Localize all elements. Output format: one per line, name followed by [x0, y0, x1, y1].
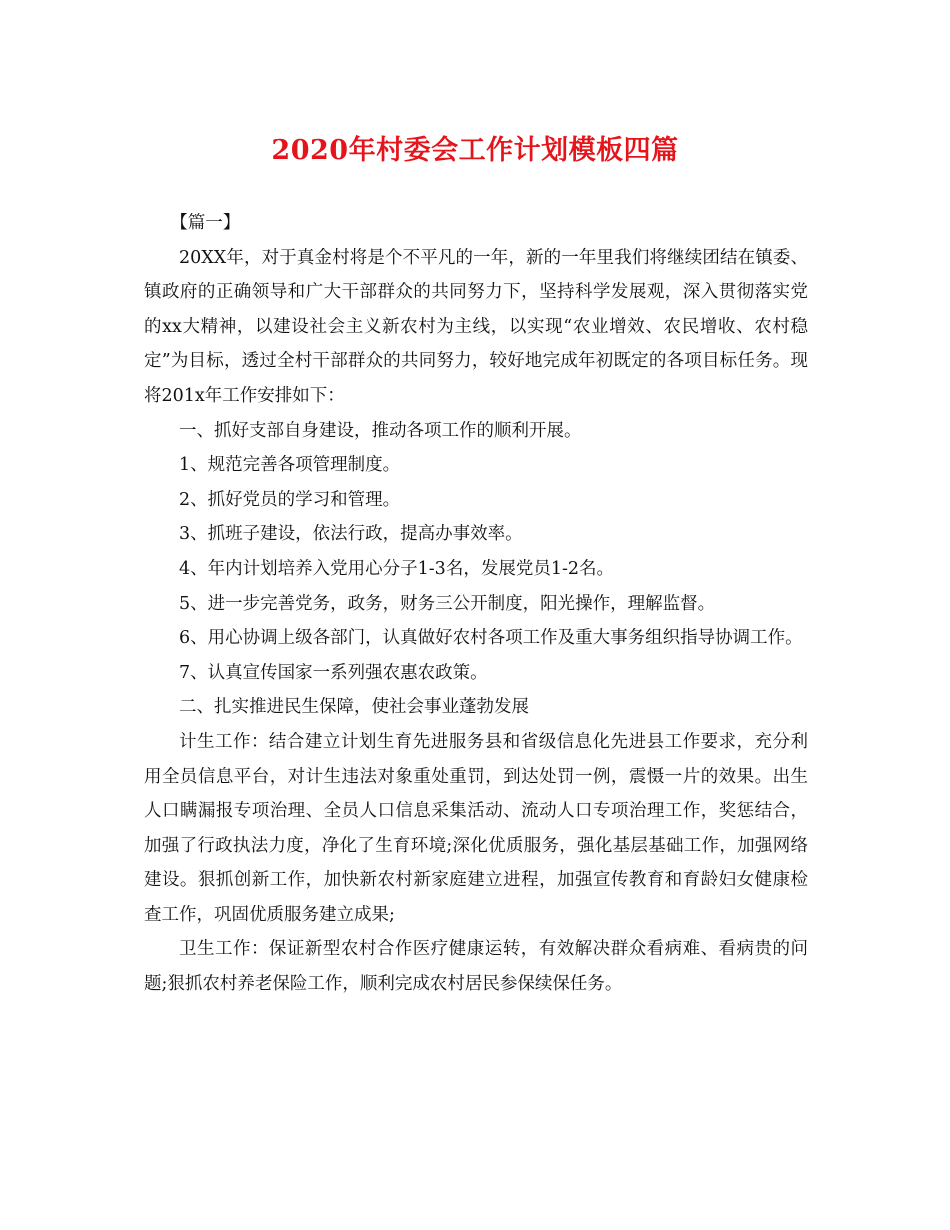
list-item-5: 5、进一步完善党务，政务，财务三公开制度，阳光操作，理解监督。 — [179, 593, 716, 614]
family-planning-paragraph: 计生工作：结合建立计划生育先进服务县和省级信息化先进县工作要求，充分利用全员信息平台，对计生违法对象重处重罚，到达处罚一例，震慑一片的效果。出生人口瞒漏报专项治理、全员人口信息采集活动、流动人口专项治理工作，奖惩结合，加强了行政执法力度，净化了生育环境;深化优质服务，强化基层基础工作，加强网络建设。狠抓创新工作，加快新农村新家庭建立进程，加强宣传教育和育龄妇女健康检查工作，巩固优质服务建立成果; — [144, 731, 808, 925]
list-item-3: 3、抓班子建设，依法行政，提高办事效率。 — [179, 524, 523, 545]
heading-two: 二、扎实推进民生保障，使社会事业蓬勃发展 — [179, 697, 529, 718]
heading-one: 一、抓好支部自身建设，推动各项工作的顺利开展。 — [179, 420, 582, 441]
section-heading-part-one: 【篇一】 — [170, 213, 241, 233]
list-item-7: 7、认真宣传国家一系列强农惠农政策。 — [179, 662, 488, 683]
list-item-1: 1、规范完善各项管理制度。 — [179, 455, 401, 476]
list-item-6: 6、用心协调上级各部门，认真做好农村各项工作及重大事务组织指导协调工作。 — [179, 628, 803, 649]
list-item-2: 2、抓好党员的学习和管理。 — [179, 489, 401, 510]
document-body — [144, 206, 808, 1002]
document-title: 2020年村委会工作计划模板四篇 — [271, 135, 679, 166]
list-item-4: 4、年内计划培养入党用心分子1-3名，发展党员1-2名。 — [179, 558, 614, 579]
health-paragraph: 卫生工作：保证新型农村合作医疗健康运转，有效解决群众看病难、看病贵的问题;狠抓农村养老保险工作，顺利完成农村居民参保续保任务。 — [144, 939, 808, 995]
intro-paragraph: 20XX年，对于真金村将是个不平凡的一年，新的一年里我们将继续团结在镇委、镇政府的正确领导和广大干部群众的共同努力下，坚持科学发展观，深入贯彻落实党的xx大精神，以建设社会主义新农村为主线，以实现“农业增效、农民增收、农村稳定”为目标，透过全村干部群众的共同努力，较好地完成年初既定的各项目标任务。现将201x年工作安排如下： — [144, 247, 808, 406]
